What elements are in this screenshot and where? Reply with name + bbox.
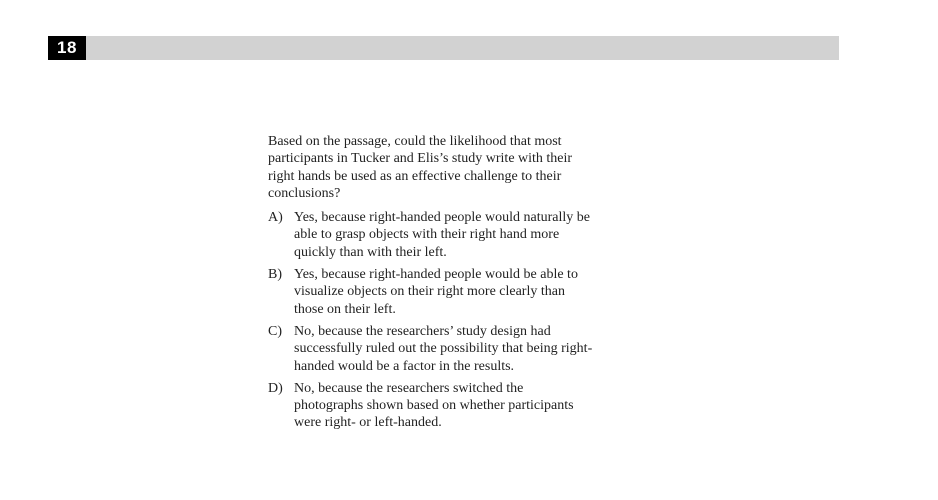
choice-text-a: Yes, because right-handed people would naturally be able to grasp objects with their right hand more quickly than with their left.	[294, 210, 590, 260]
answer-choice-d[interactable]	[268, 380, 593, 432]
question-stem: Based on the passage, could the likelihood that most participants in Tucker and Elis’s study write with their right hands be used as an effective challenge to their conclusions?	[268, 134, 573, 201]
question-number-badge	[48, 36, 86, 60]
question-header-bar	[48, 36, 839, 60]
question-content	[268, 133, 593, 432]
choice-text-b: Yes, because right-handed people would be able to visualize objects on their right more clearly than those on their left.	[294, 267, 578, 317]
choice-text-d: No, because the researchers switched the photographs shown based on whether participants were right- or left-handed.	[294, 380, 574, 431]
answer-choice-c[interactable]	[268, 323, 593, 375]
choice-letter-c: C)	[268, 323, 282, 339]
choice-letter-b: B)	[268, 267, 282, 283]
choice-text-c: No, because the researchers’ study design had successfully ruled out the possibility that being right-handed would be a factor in the results.	[294, 323, 593, 374]
answer-choice-a[interactable]	[268, 209, 593, 261]
answer-choices	[268, 209, 593, 432]
answer-choice-b[interactable]	[268, 266, 593, 318]
question-number: 18	[57, 38, 77, 57]
choice-letter-d: D)	[268, 380, 283, 396]
choice-letter-a: A)	[268, 210, 283, 226]
